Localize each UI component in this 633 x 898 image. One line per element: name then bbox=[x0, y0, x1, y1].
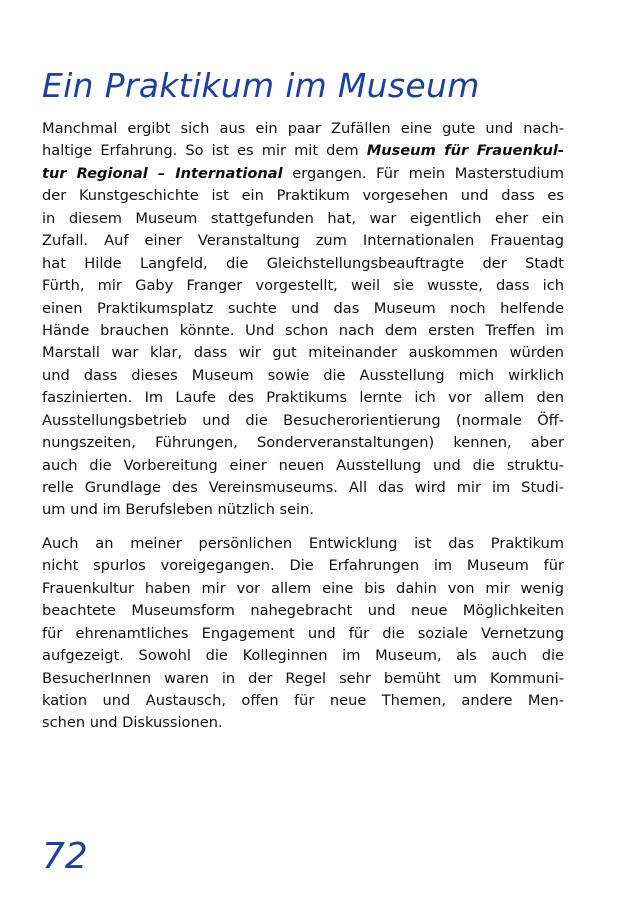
line-text: auch die Vorbereitung einer neuen Ausstellung und die struktu- bbox=[42, 456, 564, 474]
text-line bbox=[42, 140, 564, 162]
body-text bbox=[42, 118, 564, 735]
page-number: 72 bbox=[42, 836, 88, 877]
line-text: Zufall. Auf einer Veranstaltung zum Internationalen Frauentag bbox=[42, 232, 564, 250]
line-text: Auch an meiner persönlichen Entwicklung ist das Praktikum bbox=[42, 534, 564, 552]
text-line bbox=[42, 208, 564, 230]
line-text: um und im Berufsleben nützlich sein. bbox=[42, 501, 314, 519]
text-line bbox=[42, 555, 564, 577]
text-line bbox=[42, 410, 564, 432]
text-line bbox=[42, 645, 564, 667]
line-text: Hände brauchen könnte. Und schon nach dem ersten Treffen im bbox=[42, 321, 564, 339]
line-text: der Kunstgeschichte ist ein Praktikum vorgesehen und dass es bbox=[42, 187, 564, 205]
line-text: für ehrenamtliches Engagement und für die soziale Vernetzung bbox=[42, 624, 564, 642]
line-text: Ausstellungsbetrieb und die Besucherorientierung (normale Öff- bbox=[42, 411, 564, 429]
text-line bbox=[42, 342, 564, 364]
text-line bbox=[42, 320, 564, 342]
emphasized-text: Museum für Frauenkul- bbox=[366, 142, 564, 160]
text-line bbox=[42, 455, 564, 477]
text-line bbox=[42, 298, 564, 320]
line-text: Fürth, mir Gaby Franger vorgestellt, weil sie wusste, dass ich bbox=[42, 277, 564, 295]
line-text: haltige Erfahrung. So ist es mir mit dem bbox=[42, 142, 367, 160]
text-line bbox=[42, 690, 564, 712]
line-text: kation und Austausch, offen für neue Themen, andere Men- bbox=[42, 691, 564, 709]
line-text: hat Hilde Langfeld, die Gleichstellungsbeauftragte der Stadt bbox=[42, 254, 564, 272]
text-line bbox=[42, 600, 564, 622]
text-line bbox=[42, 163, 564, 185]
line-text: beachtete Museumsform nahegebracht und neue Möglichkeiten bbox=[42, 602, 564, 620]
line-text: BesucherInnen waren in der Regel sehr bemüht um Kommuni- bbox=[42, 669, 564, 687]
line-text: relle Grundlage des Vereinsmuseums. All das wird mir im Studi- bbox=[42, 479, 564, 496]
line-text: und dass dieses Museum sowie die Ausstellung mich wirklich bbox=[42, 366, 564, 384]
text-line bbox=[42, 578, 564, 600]
text-line bbox=[42, 185, 564, 207]
text-line bbox=[42, 230, 564, 252]
line-text: einen Praktikumsplatz suchte und das Museum noch helfende bbox=[42, 299, 564, 317]
line-text: faszinierten. Im Laufe des Praktikums lernte ich vor allem den bbox=[42, 389, 564, 407]
text-line bbox=[42, 712, 564, 734]
line-text: Manchmal ergibt sich aus ein paar Zufällen eine gute und nach- bbox=[42, 120, 564, 137]
text-line bbox=[42, 533, 564, 555]
text-line bbox=[42, 365, 564, 387]
text-line bbox=[42, 275, 564, 297]
page-title: Ein Praktikum im Museum bbox=[42, 66, 480, 105]
text-line bbox=[42, 118, 564, 140]
text-line bbox=[42, 432, 564, 454]
text-line bbox=[42, 477, 564, 499]
emphasized-text: tur Regional – International bbox=[42, 164, 283, 182]
text-line bbox=[42, 253, 564, 275]
line-text: Marstall war klar, dass wir gut miteinander auskommen würden bbox=[42, 344, 564, 362]
paragraph-gap bbox=[42, 522, 564, 533]
line-text: aufgezeigt. Sowohl die Kolleginnen im Museum, als auch die bbox=[42, 647, 564, 665]
line-text: schen und Diskussionen. bbox=[42, 714, 223, 732]
paragraph bbox=[42, 533, 564, 735]
line-text: Frauenkultur haben mir vor allem eine bis dahin von mir wenig bbox=[42, 579, 564, 597]
line-text: nungszeiten, Führungen, Sonderveranstaltungen) kennen, aber bbox=[42, 434, 564, 452]
text-line bbox=[42, 387, 564, 409]
line-text: nicht spurlos voreigegangen. Die Erfahrungen im Museum für bbox=[42, 557, 564, 575]
line-text: ergangen. Für mein Masterstudium bbox=[282, 164, 564, 182]
text-line bbox=[42, 499, 564, 521]
text-line bbox=[42, 668, 564, 690]
line-text: in diesem Museum stattgefunden hat, war eigentlich eher ein bbox=[42, 209, 564, 227]
paragraph bbox=[42, 118, 564, 522]
text-line bbox=[42, 623, 564, 645]
